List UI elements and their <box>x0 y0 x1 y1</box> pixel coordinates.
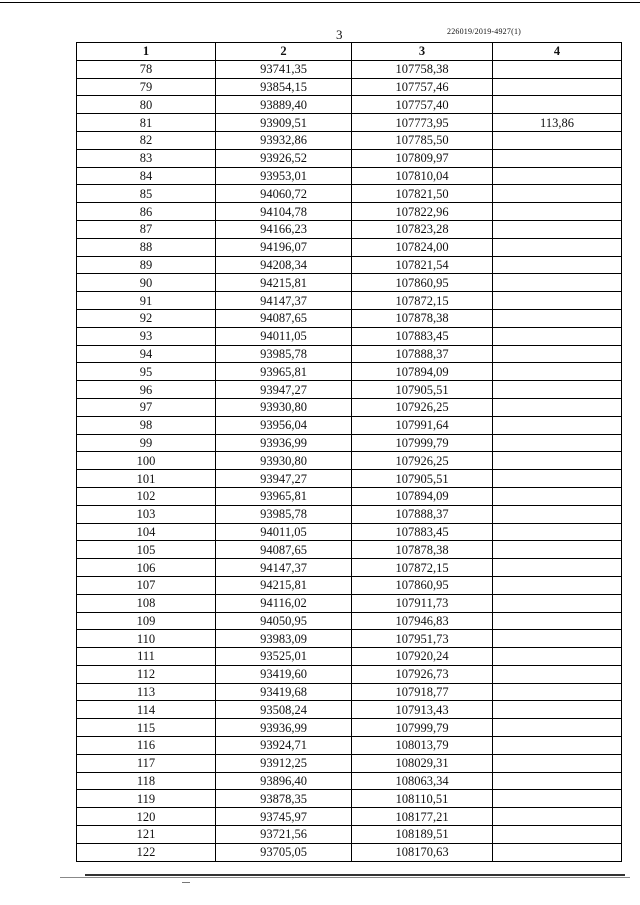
table-cell-col-1: 96 <box>77 381 216 399</box>
table-row <box>77 220 622 238</box>
table-cell-col-4 <box>493 416 622 434</box>
table-cell-col-4 <box>493 96 622 114</box>
table-cell-col-2: 93930,80 <box>216 398 352 416</box>
table-cell-col-4 <box>493 665 622 683</box>
table-cell-col-3: 107883,45 <box>352 327 493 345</box>
table-row <box>77 541 622 559</box>
table-cell-col-2: 93932,86 <box>216 131 352 149</box>
table-cell-col-3: 107883,45 <box>352 523 493 541</box>
table-cell-col-1: 118 <box>77 772 216 790</box>
table-header-row <box>77 43 622 61</box>
table-row <box>77 790 622 808</box>
table-row <box>77 256 622 274</box>
table-cell-col-3: 107757,40 <box>352 96 493 114</box>
column-header-1: 1 <box>77 43 216 61</box>
table-cell-col-1: 117 <box>77 754 216 772</box>
table-cell-col-2: 93947,27 <box>216 470 352 488</box>
document-id: 226019/2019-4927(1) <box>447 27 522 36</box>
table-row <box>77 719 622 737</box>
table-cell-col-4 <box>493 719 622 737</box>
table-cell-col-4 <box>493 523 622 541</box>
table-row <box>77 345 622 363</box>
table-cell-col-3: 107810,04 <box>352 167 493 185</box>
table-cell-col-3: 107785,50 <box>352 131 493 149</box>
table-row <box>77 808 622 826</box>
table-cell-col-4 <box>493 487 622 505</box>
table-cell-col-3: 107926,25 <box>352 398 493 416</box>
table-cell-col-1: 83 <box>77 149 216 167</box>
table-cell-col-3: 107757,46 <box>352 78 493 96</box>
page-number: 3 <box>336 27 343 42</box>
table-cell-col-1: 90 <box>77 274 216 292</box>
table-cell-col-4 <box>493 701 622 719</box>
table-cell-col-4 <box>493 576 622 594</box>
table-row <box>77 60 622 78</box>
table-cell-col-1: 88 <box>77 238 216 256</box>
table-cell-col-2: 93889,40 <box>216 96 352 114</box>
table-cell-col-2: 93705,05 <box>216 843 352 861</box>
table-row <box>77 96 622 114</box>
table-row <box>77 203 622 221</box>
table-cell-col-1: 86 <box>77 203 216 221</box>
table-cell-col-4 <box>493 737 622 755</box>
table-cell-col-1: 89 <box>77 256 216 274</box>
table-cell-col-1: 119 <box>77 790 216 808</box>
table-row <box>77 523 622 541</box>
table-cell-col-1: 87 <box>77 220 216 238</box>
table-cell-col-3: 107872,15 <box>352 292 493 310</box>
table-cell-col-2: 94104,78 <box>216 203 352 221</box>
table-cell-col-3: 107758,38 <box>352 60 493 78</box>
table-cell-col-4 <box>493 220 622 238</box>
table-cell-col-4 <box>493 274 622 292</box>
table-cell-col-2: 93936,99 <box>216 719 352 737</box>
table-row <box>77 434 622 452</box>
table-cell-col-2: 94147,37 <box>216 292 352 310</box>
table-cell-col-1: 109 <box>77 612 216 630</box>
bottom-border-line <box>85 874 625 876</box>
table-cell-col-2: 93909,51 <box>216 114 352 132</box>
table-cell-col-3: 107773,95 <box>352 114 493 132</box>
table-row <box>77 309 622 327</box>
table-cell-col-1: 122 <box>77 843 216 861</box>
table-cell-col-4 <box>493 434 622 452</box>
table-cell-col-1: 103 <box>77 505 216 523</box>
table-cell-col-4 <box>493 185 622 203</box>
table-cell-col-1: 116 <box>77 737 216 755</box>
table-cell-col-3: 107913,43 <box>352 701 493 719</box>
table-cell-col-2: 94087,65 <box>216 309 352 327</box>
table-cell-col-3: 107926,25 <box>352 452 493 470</box>
table-cell-col-1: 84 <box>77 167 216 185</box>
table-cell-col-2: 93878,35 <box>216 790 352 808</box>
table-cell-col-4 <box>493 381 622 399</box>
table-cell-col-4 <box>493 238 622 256</box>
table-cell-col-3: 107894,09 <box>352 487 493 505</box>
table-row <box>77 648 622 666</box>
table-row <box>77 665 622 683</box>
table-row <box>77 131 622 149</box>
table-cell-col-3: 107821,50 <box>352 185 493 203</box>
table-cell-col-3: 107905,51 <box>352 470 493 488</box>
table-cell-col-4 <box>493 630 622 648</box>
table-cell-col-3: 107999,79 <box>352 719 493 737</box>
table-cell-col-3: 107894,09 <box>352 363 493 381</box>
table-cell-col-2: 93896,40 <box>216 772 352 790</box>
table-cell-col-3: 107888,37 <box>352 345 493 363</box>
table-cell-col-4 <box>493 541 622 559</box>
table-cell-col-4 <box>493 203 622 221</box>
table-cell-col-2: 94196,07 <box>216 238 352 256</box>
table-cell-col-1: 78 <box>77 60 216 78</box>
table-cell-col-4 <box>493 452 622 470</box>
table-cell-col-4 <box>493 826 622 844</box>
table-cell-col-1: 111 <box>77 648 216 666</box>
table-row <box>77 576 622 594</box>
table-row <box>77 594 622 612</box>
table-cell-col-4 <box>493 612 622 630</box>
table-cell-col-3: 107946,83 <box>352 612 493 630</box>
table-row <box>77 470 622 488</box>
table-cell-col-2: 93721,56 <box>216 826 352 844</box>
table-cell-col-4 <box>493 559 622 577</box>
table-cell-col-4 <box>493 345 622 363</box>
table-cell-col-4 <box>493 60 622 78</box>
table-cell-col-2: 94215,81 <box>216 576 352 594</box>
top-border-line <box>0 2 640 3</box>
table-row <box>77 754 622 772</box>
table-cell-col-2: 93985,78 <box>216 345 352 363</box>
table-cell-col-2: 94166,23 <box>216 220 352 238</box>
table-cell-col-2: 93912,25 <box>216 754 352 772</box>
table-cell-col-4 <box>493 398 622 416</box>
table-cell-col-1: 82 <box>77 131 216 149</box>
table-cell-col-1: 99 <box>77 434 216 452</box>
table-cell-col-3: 108029,31 <box>352 754 493 772</box>
table-body <box>77 60 622 861</box>
table-row <box>77 238 622 256</box>
table-cell-col-2: 93525,01 <box>216 648 352 666</box>
table-cell-col-2: 94116,02 <box>216 594 352 612</box>
table-cell-col-3: 108013,79 <box>352 737 493 755</box>
table-cell-col-1: 85 <box>77 185 216 203</box>
table-cell-col-1: 81 <box>77 114 216 132</box>
table-row <box>77 630 622 648</box>
table-row <box>77 78 622 96</box>
table-cell-col-4 <box>493 167 622 185</box>
table-cell-col-3: 108063,34 <box>352 772 493 790</box>
table-cell-col-1: 120 <box>77 808 216 826</box>
table-cell-col-2: 93985,78 <box>216 505 352 523</box>
table-cell-col-3: 107821,54 <box>352 256 493 274</box>
table-cell-col-2: 93953,01 <box>216 167 352 185</box>
table-row <box>77 826 622 844</box>
table-cell-col-1: 98 <box>77 416 216 434</box>
table-cell-col-4 <box>493 149 622 167</box>
table-row <box>77 701 622 719</box>
table-cell-col-3: 107822,96 <box>352 203 493 221</box>
table-cell-col-4 <box>493 648 622 666</box>
table-cell-col-3: 107926,73 <box>352 665 493 683</box>
table-cell-col-2: 94011,05 <box>216 523 352 541</box>
table-cell-col-2: 93947,27 <box>216 381 352 399</box>
table-cell-col-3: 107809,97 <box>352 149 493 167</box>
bottom-border-line-faint <box>60 877 630 878</box>
table-cell-col-3: 107920,24 <box>352 648 493 666</box>
table-cell-col-4 <box>493 470 622 488</box>
table-cell-col-4 <box>493 683 622 701</box>
table-cell-col-4 <box>493 327 622 345</box>
table-cell-col-2: 93965,81 <box>216 363 352 381</box>
table-row <box>77 612 622 630</box>
table-row <box>77 327 622 345</box>
table-cell-col-2: 93926,52 <box>216 149 352 167</box>
table-cell-col-1: 115 <box>77 719 216 737</box>
table-cell-col-2: 93419,68 <box>216 683 352 701</box>
table-cell-col-3: 107872,15 <box>352 559 493 577</box>
table-cell-col-1: 107 <box>77 576 216 594</box>
table-cell-col-2: 94011,05 <box>216 327 352 345</box>
table-cell-col-3: 107860,95 <box>352 274 493 292</box>
table-cell-col-2: 93508,24 <box>216 701 352 719</box>
table-cell-col-1: 97 <box>77 398 216 416</box>
table-cell-col-3: 108177,21 <box>352 808 493 826</box>
table-row <box>77 452 622 470</box>
table-cell-col-4 <box>493 78 622 96</box>
table-cell-col-4 <box>493 808 622 826</box>
table-cell-col-2: 93965,81 <box>216 487 352 505</box>
table-cell-col-4 <box>493 754 622 772</box>
table-cell-col-3: 107878,38 <box>352 309 493 327</box>
table-cell-col-3: 108170,63 <box>352 843 493 861</box>
table-cell-col-1: 121 <box>77 826 216 844</box>
table-cell-col-2: 93419,60 <box>216 665 352 683</box>
table-cell-col-3: 107888,37 <box>352 505 493 523</box>
table-cell-col-3: 108110,51 <box>352 790 493 808</box>
table-cell-col-1: 95 <box>77 363 216 381</box>
table-cell-col-1: 91 <box>77 292 216 310</box>
table-cell-col-1: 101 <box>77 470 216 488</box>
table-cell-col-3: 107823,28 <box>352 220 493 238</box>
table-row <box>77 683 622 701</box>
table-row <box>77 167 622 185</box>
table-cell-col-4 <box>493 292 622 310</box>
table-cell-col-3: 107824,00 <box>352 238 493 256</box>
table-cell-col-1: 100 <box>77 452 216 470</box>
table-cell-col-2: 94208,34 <box>216 256 352 274</box>
table-cell-col-1: 94 <box>77 345 216 363</box>
table-cell-col-2: 93930,80 <box>216 452 352 470</box>
table-row <box>77 772 622 790</box>
table-cell-col-4 <box>493 772 622 790</box>
table-row <box>77 149 622 167</box>
table-cell-col-1: 108 <box>77 594 216 612</box>
table-row <box>77 381 622 399</box>
table-cell-col-2: 93956,04 <box>216 416 352 434</box>
table-cell-col-2: 93854,15 <box>216 78 352 96</box>
table-cell-col-1: 80 <box>77 96 216 114</box>
table-cell-col-4 <box>493 594 622 612</box>
table-cell-col-1: 112 <box>77 665 216 683</box>
table-cell-col-2: 94215,81 <box>216 274 352 292</box>
table-cell-col-3: 108189,51 <box>352 826 493 844</box>
table-cell-col-2: 93741,35 <box>216 60 352 78</box>
table-cell-col-2: 93936,99 <box>216 434 352 452</box>
table-cell-col-2: 93983,09 <box>216 630 352 648</box>
table-row <box>77 114 622 132</box>
table-cell-col-4 <box>493 256 622 274</box>
table-row <box>77 559 622 577</box>
table-cell-col-1: 104 <box>77 523 216 541</box>
table-cell-col-2: 94087,65 <box>216 541 352 559</box>
table-cell-col-1: 102 <box>77 487 216 505</box>
table-cell-col-2: 94050,95 <box>216 612 352 630</box>
table-cell-col-1: 93 <box>77 327 216 345</box>
table-cell-col-2: 94060,72 <box>216 185 352 203</box>
table-cell-col-3: 107911,73 <box>352 594 493 612</box>
table-cell-col-3: 107999,79 <box>352 434 493 452</box>
table-cell-col-4 <box>493 843 622 861</box>
table-cell-col-4 <box>493 309 622 327</box>
table-cell-col-2: 94147,37 <box>216 559 352 577</box>
scan-mark <box>182 882 190 883</box>
column-header-3: 3 <box>352 43 493 61</box>
table-cell-col-2: 93924,71 <box>216 737 352 755</box>
column-header-4: 4 <box>493 43 622 61</box>
table-row <box>77 292 622 310</box>
table-cell-col-1: 105 <box>77 541 216 559</box>
table-cell-col-2: 93745,97 <box>216 808 352 826</box>
table-row <box>77 416 622 434</box>
coordinates-table <box>76 42 622 862</box>
table-cell-col-3: 107951,73 <box>352 630 493 648</box>
table-cell-col-1: 110 <box>77 630 216 648</box>
table-cell-col-4 <box>493 505 622 523</box>
table-cell-col-4 <box>493 131 622 149</box>
table-row <box>77 185 622 203</box>
table-cell-col-4 <box>493 790 622 808</box>
table-row <box>77 398 622 416</box>
table-row <box>77 737 622 755</box>
table-row <box>77 843 622 861</box>
table-row <box>77 487 622 505</box>
table-row <box>77 274 622 292</box>
table-cell-col-4: 113,86 <box>493 114 622 132</box>
table-cell-col-1: 79 <box>77 78 216 96</box>
table-cell-col-1: 106 <box>77 559 216 577</box>
table-cell-col-3: 107860,95 <box>352 576 493 594</box>
table-cell-col-1: 114 <box>77 701 216 719</box>
table-cell-col-3: 107991,64 <box>352 416 493 434</box>
column-header-2: 2 <box>216 43 352 61</box>
table-cell-col-1: 92 <box>77 309 216 327</box>
table-row <box>77 363 622 381</box>
table-cell-col-3: 107918,77 <box>352 683 493 701</box>
table-cell-col-1: 113 <box>77 683 216 701</box>
table-row <box>77 505 622 523</box>
table-cell-col-4 <box>493 363 622 381</box>
table-cell-col-3: 107878,38 <box>352 541 493 559</box>
table-cell-col-3: 107905,51 <box>352 381 493 399</box>
